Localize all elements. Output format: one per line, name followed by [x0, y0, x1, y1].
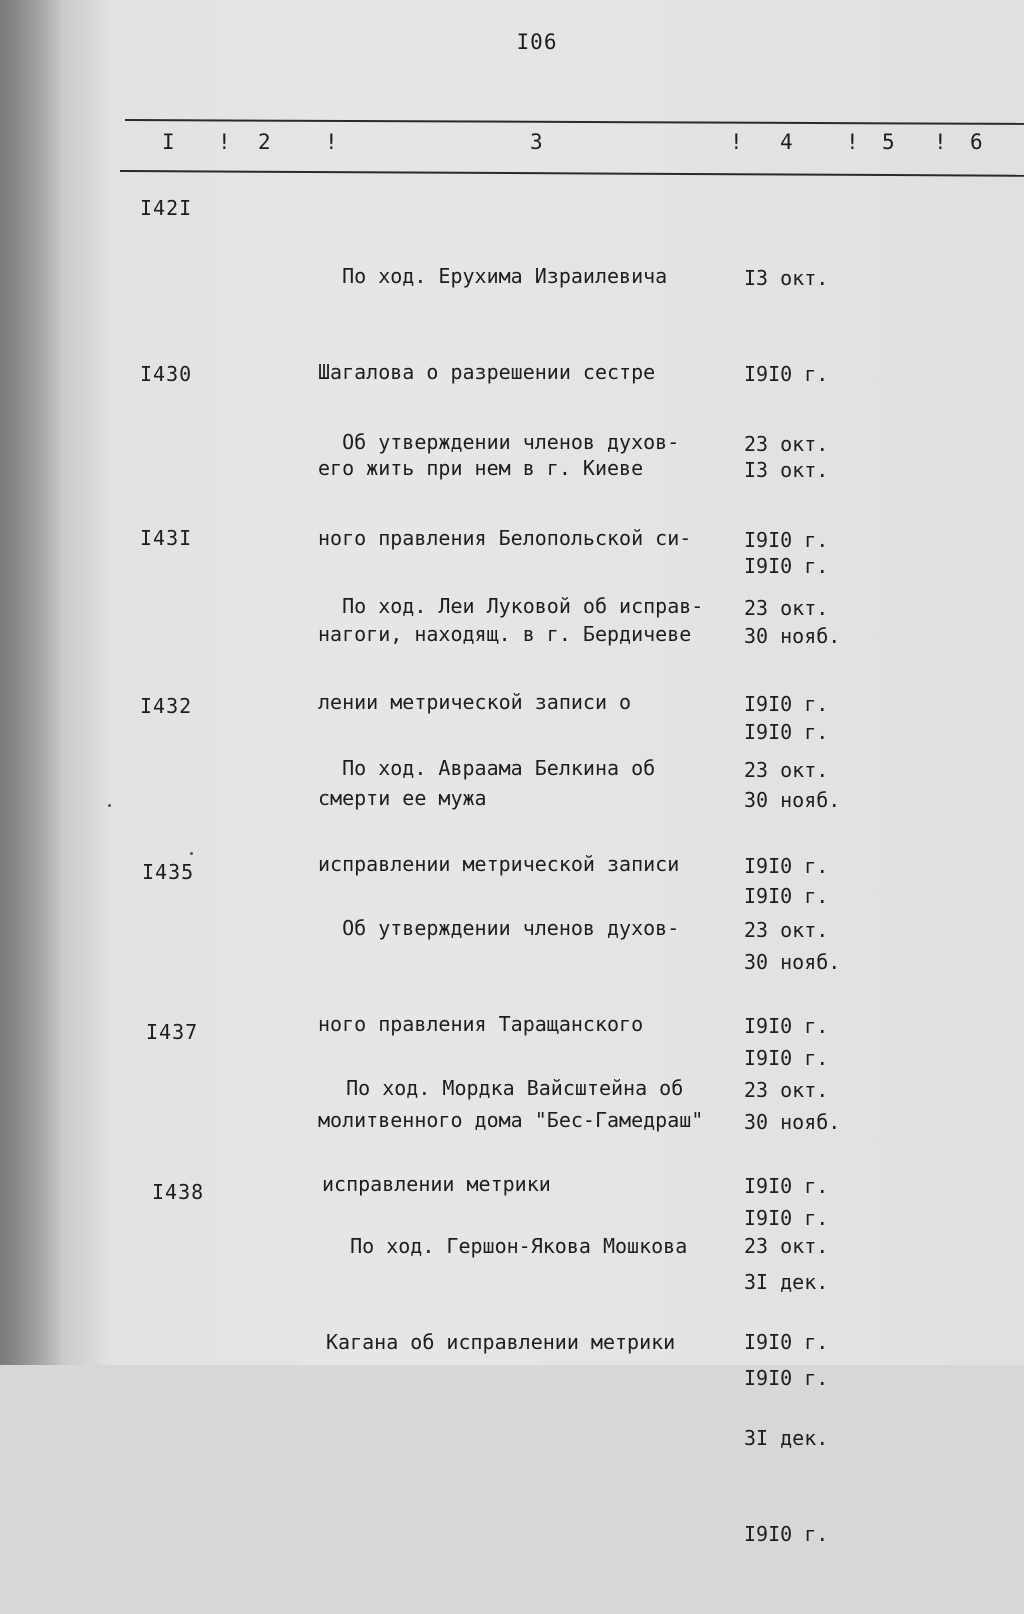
header-col-6: 6 — [970, 130, 983, 154]
date-line: I9I0 г. — [744, 1206, 829, 1230]
date-line: 3I дек. — [744, 1270, 829, 1294]
date-line: 30 нояб. — [744, 1110, 841, 1134]
date-line: 23 окт. — [744, 596, 829, 620]
date-line: I9I0 г. — [744, 1014, 829, 1038]
description-line: исправлении метрики — [322, 1172, 551, 1196]
entry-description — [326, 1166, 687, 1422]
description-line: Кагана об исправлении метрики — [326, 1330, 676, 1354]
description-line: ного правления Белопольской си- — [318, 526, 692, 550]
date-line: I9I0 г. — [744, 884, 829, 908]
entry-dates — [744, 1166, 828, 1614]
ink-speck — [108, 804, 111, 807]
date-line: 3I дек. — [744, 1426, 829, 1450]
date-line: I9I0 г. — [744, 1330, 829, 1354]
entry-number: I430 — [140, 362, 193, 386]
register-entry — [0, 1166, 1024, 1546]
date-line: 30 нояб. — [744, 788, 841, 812]
header-col-4: 4 — [780, 130, 793, 154]
date-line: I9I0 г. — [744, 720, 829, 744]
date-line: I9I0 г. — [744, 362, 829, 386]
entry-number: I435 — [142, 860, 195, 884]
description-line: По ход. Авраама Белкина об — [318, 756, 656, 780]
date-line: 23 окт. — [744, 758, 829, 782]
header-col-5: 5 — [882, 130, 895, 154]
description-line: Об утверждении членов духов- — [318, 916, 680, 940]
entry-number: I437 — [146, 1020, 199, 1044]
header-rule-top — [125, 119, 1024, 125]
date-line: 23 окт. — [744, 918, 829, 942]
header-separator: ! — [846, 130, 859, 154]
date-line: I3 окт. — [744, 266, 829, 290]
page-number: I06 — [516, 30, 558, 54]
ink-speck — [190, 852, 193, 855]
header-col-1: I — [162, 130, 175, 154]
date-line: I9I0 г. — [744, 528, 829, 552]
description-line: лении метрической записи о — [318, 690, 632, 714]
description-line: По ход. Гершон-Якова Мошкова — [326, 1234, 688, 1258]
entry-number: I43I — [140, 526, 193, 550]
date-line: I3 окт. — [744, 458, 829, 482]
date-line: 23 окт. — [744, 1078, 829, 1102]
description-line: ного правления Таращанского — [318, 1012, 644, 1036]
description-line: нагоги, находящ. в г. Бердичеве — [318, 622, 692, 646]
date-line: 23 окт. — [744, 1234, 829, 1258]
description-line: исправлении метрической записи — [318, 852, 680, 876]
date-line: I9I0 г. — [744, 1046, 829, 1070]
date-line: I9I0 г. — [744, 854, 829, 878]
description-line: молитвенного дома "Бес-Гамедраш" — [318, 1108, 704, 1132]
entry-number: I42I — [140, 196, 193, 220]
header-separator: ! — [730, 130, 743, 154]
description-line: смерти ее мужа — [318, 786, 487, 810]
header-separator: ! — [218, 130, 231, 154]
header-rule-bottom — [120, 170, 1024, 177]
date-line: 23 окт. — [744, 432, 829, 456]
date-line: I9I0 г. — [744, 1366, 829, 1390]
date-line: I9I0 г. — [744, 1174, 829, 1198]
header-separator: ! — [934, 130, 947, 154]
date-line: I9I0 г. — [744, 692, 829, 716]
description-line: По ход. Мордка Вайсштейна об — [322, 1076, 684, 1100]
description-line: По ход. Леи Луковой об исправ- — [318, 594, 704, 618]
description-line: По ход. Ерухима Израилевича — [318, 264, 668, 288]
header-col-3: 3 — [530, 130, 543, 154]
date-line: 30 нояб. — [744, 950, 841, 974]
entry-number: I432 — [140, 694, 193, 718]
entry-number: I438 — [152, 1180, 205, 1204]
date-line: 30 нояб. — [744, 624, 841, 648]
description-line: Об утверждении членов духов- — [318, 430, 680, 454]
date-line: I9I0 г. — [744, 1522, 829, 1546]
date-line: I9I0 г. — [744, 554, 829, 578]
header-col-2: 2 — [258, 130, 271, 154]
header-separator: ! — [325, 130, 338, 154]
description-line: его жить при нем в г. Киеве — [318, 456, 644, 480]
description-line: Шагалова о разрешении сестре — [318, 360, 656, 384]
